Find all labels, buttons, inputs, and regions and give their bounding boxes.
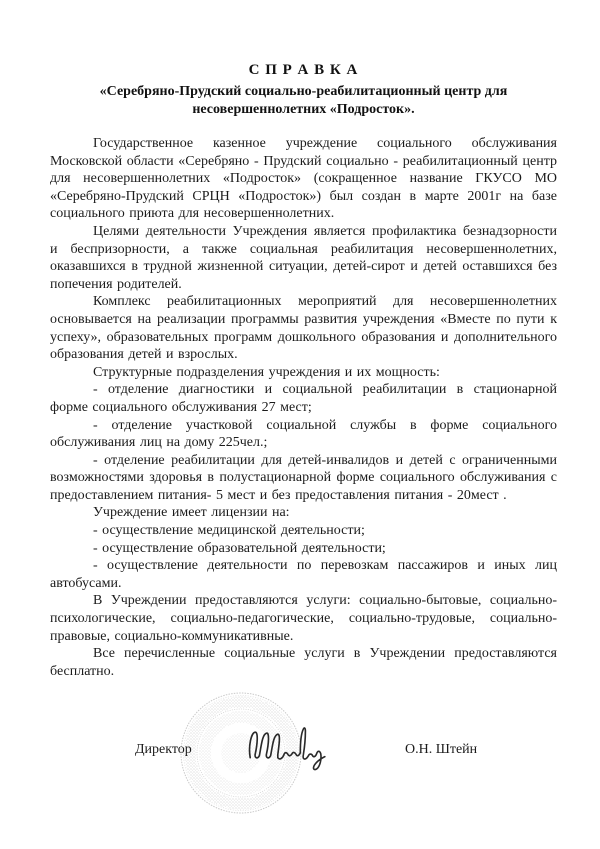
document-header <box>50 62 557 119</box>
paragraph: Комплекс реабилитационных мероприятий для несовершеннолетних основывается на реализации программы развития учреждения «Вместе по пути к успеху», образовательных программ дошкольного образования и дополнительного образования детей и взрослых. <box>50 294 557 363</box>
paragraph: - осуществление образовательной деятельности; <box>93 540 386 556</box>
document-subtitle: «Серебряно-Прудский социально-реабилитационный центр для несовершеннолетних «Подросток». <box>99 84 508 117</box>
paragraph: - отделение реабилитации для детей-инвалидов и детей с ограниченными возможностями здоровья в полустационарной форме социального обслуживания с предоставлением питания- 5 мест и без предоставления питания - 20мест . <box>50 452 557 503</box>
paragraph: - осуществление деятельности по перевозкам пассажиров и иных лиц автобусами. <box>50 558 557 591</box>
paragraph: Государственное казенное учреждение социального обслуживания Московской области «Серебряно - Прудский социально - реабилитационный центр для несовершеннолетних «Подросток» (сокращенное название ГКУСО МО «Серебряно-Прудский СРЦН «Подросток») был создан в марте 2001г на базе социального приюта для несовершеннолетних. <box>50 136 557 222</box>
paragraph: В Учреждении предоставляются услуги: социально-бытовые, социально-психологические, социально-педагогические, социально-трудовые, социально-правовые, социально-коммуникативные. <box>50 593 557 644</box>
paragraph: - осуществление медицинской деятельности; <box>93 523 365 539</box>
paragraph: Все перечисленные социальные услуги в Учреждении предоставляются бесплатно. <box>50 646 557 679</box>
document-title: С П Р А В К А <box>248 62 359 78</box>
signature-role-label: Директор <box>135 742 192 758</box>
signature-block <box>50 710 557 849</box>
paragraph: - отделение участковой социальной службы в форме социального обслуживания лиц на дому 225чел.; <box>50 417 557 451</box>
paragraph: Целями деятельности Учреждения является профилактика безнадзорности и беспризорности, а также социальная реабилитация несовершеннолетних, оказавшихся в трудной жизненной ситуации, детей-сирот и детей оставшихся без попечения родителей. <box>50 223 557 292</box>
paragraph: - отделение диагностики и социальной реабилитации в стационарной форме социального обслуживания 27 мест; <box>50 382 557 415</box>
paragraph: Структурные подразделения учреждения и их мощность: <box>93 364 440 380</box>
signature-name: О.Н. Штейн <box>405 742 478 758</box>
paragraph: Учреждение имеет лицензии на: <box>93 505 290 521</box>
document-body <box>50 135 557 680</box>
handwritten-signature-icon <box>246 726 328 772</box>
